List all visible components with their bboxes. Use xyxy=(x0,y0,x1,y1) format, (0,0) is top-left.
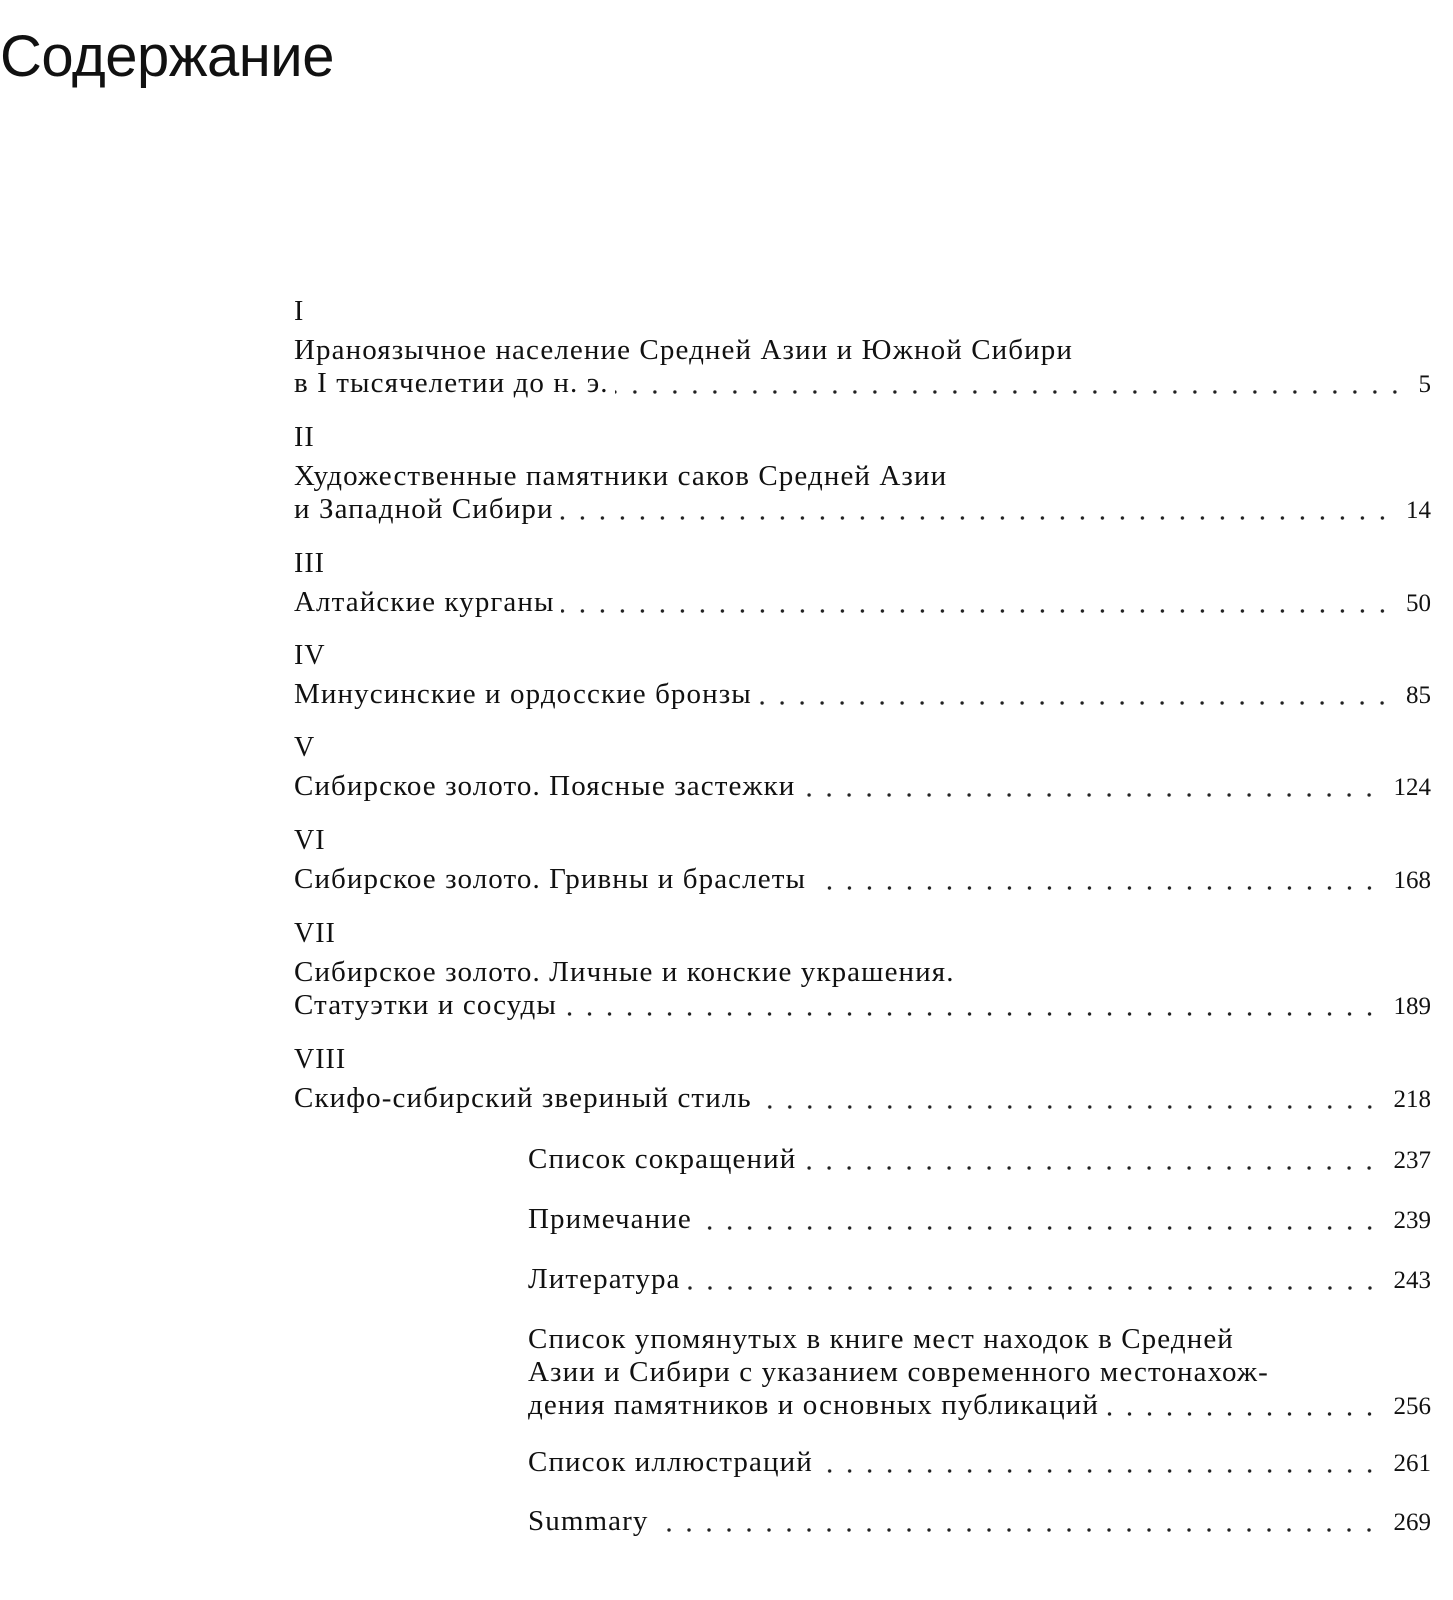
chapter-numeral: III xyxy=(294,548,325,579)
page-number: 124 xyxy=(1393,774,1431,801)
chapter-title-line: Алтайские курганы xyxy=(294,586,555,618)
dot-leader xyxy=(758,1104,1380,1110)
chapter-title-line: Сибирское золото. Поясные застежки xyxy=(294,770,796,802)
toc-entry[interactable] xyxy=(294,865,1431,894)
page-number: 14 xyxy=(1406,497,1431,524)
page-number: 237 xyxy=(1393,1147,1431,1174)
page-number: 239 xyxy=(1393,1207,1431,1234)
appendix-title: Список иллюстраций xyxy=(528,1446,813,1478)
appendix-title: Примечание xyxy=(528,1203,692,1235)
toc-entry[interactable] xyxy=(294,495,1431,524)
chapter-numeral: V xyxy=(294,732,316,763)
dot-leader xyxy=(812,885,1379,891)
page-number: 168 xyxy=(1393,867,1431,894)
chapter-numeral: VI xyxy=(294,825,326,856)
page-title: Содержание xyxy=(0,24,334,89)
appendix-title: дения памятников и основных публикаций xyxy=(528,1389,1099,1421)
toc-entry[interactable] xyxy=(294,588,1431,617)
page-number: 218 xyxy=(1393,1086,1431,1113)
toc-entry[interactable] xyxy=(528,1448,1431,1477)
toc-entry[interactable] xyxy=(528,1205,1431,1234)
chapter-title-line: Скифо-сибирский звериный стиль xyxy=(294,1082,752,1114)
page-number: 85 xyxy=(1406,682,1431,709)
appendix-title: Список сокращений xyxy=(528,1143,797,1175)
chapter-title-line: Минусинские и ордосские бронзы xyxy=(294,678,752,710)
chapter-title-line: Ираноязычное население Средней Азии и Южной Сибири xyxy=(294,334,1073,366)
page-number: 256 xyxy=(1393,1393,1431,1420)
toc-entry[interactable] xyxy=(294,772,1431,801)
dot-leader xyxy=(654,1527,1379,1533)
page-number: 269 xyxy=(1393,1509,1431,1536)
page-number: 243 xyxy=(1393,1267,1431,1294)
dot-leader xyxy=(698,1225,1380,1231)
dot-leader xyxy=(615,389,1405,395)
dot-leader xyxy=(819,1468,1380,1474)
toc-entry[interactable] xyxy=(528,1507,1431,1536)
chapter-numeral: I xyxy=(294,296,305,327)
dot-leader xyxy=(687,1285,1380,1291)
dot-leader xyxy=(801,792,1379,798)
dot-leader xyxy=(561,608,1392,614)
page-number: 50 xyxy=(1406,590,1431,617)
toc-entry[interactable] xyxy=(528,1265,1431,1294)
dot-leader xyxy=(1105,1411,1380,1417)
toc-entry[interactable] xyxy=(528,1145,1431,1174)
toc-entry[interactable] xyxy=(294,369,1431,398)
chapter-title-line: в I тысячелетии до н. э. xyxy=(294,367,609,399)
dot-leader xyxy=(758,700,1392,706)
dot-leader xyxy=(560,515,1392,521)
chapter-numeral: VIII xyxy=(294,1044,347,1075)
appendix-title-line: Список упомянутых в книге мест находок в Средней xyxy=(528,1323,1234,1355)
chapter-numeral: VII xyxy=(294,918,336,949)
toc-entry[interactable] xyxy=(528,1391,1431,1420)
page-number: 189 xyxy=(1393,993,1431,1020)
toc-entry[interactable] xyxy=(294,991,1431,1020)
chapter-title-line: Сибирское золото. Гривны и браслеты xyxy=(294,863,807,895)
dot-leader xyxy=(563,1011,1380,1017)
page-number: 261 xyxy=(1393,1450,1431,1477)
chapter-title-line: и Западной Сибири xyxy=(294,493,554,525)
appendix-title: Литература xyxy=(528,1263,681,1295)
chapter-numeral: II xyxy=(294,422,315,453)
dot-leader xyxy=(802,1165,1379,1171)
chapter-title-line: Художественные памятники саков Средней Азии xyxy=(294,460,948,492)
toc-entry[interactable] xyxy=(294,680,1431,709)
toc-entry[interactable] xyxy=(294,1084,1431,1113)
appendix-title-line: Азии и Сибири с указанием современного местонахож- xyxy=(528,1356,1269,1388)
chapter-title-line: Статуэтки и сосуды xyxy=(294,989,557,1021)
appendix-title: Summary xyxy=(528,1505,649,1537)
chapter-title-line: Сибирское золото. Личные и конские украшения. xyxy=(294,956,955,988)
chapter-numeral: IV xyxy=(294,640,326,671)
page-number: 5 xyxy=(1418,371,1431,398)
